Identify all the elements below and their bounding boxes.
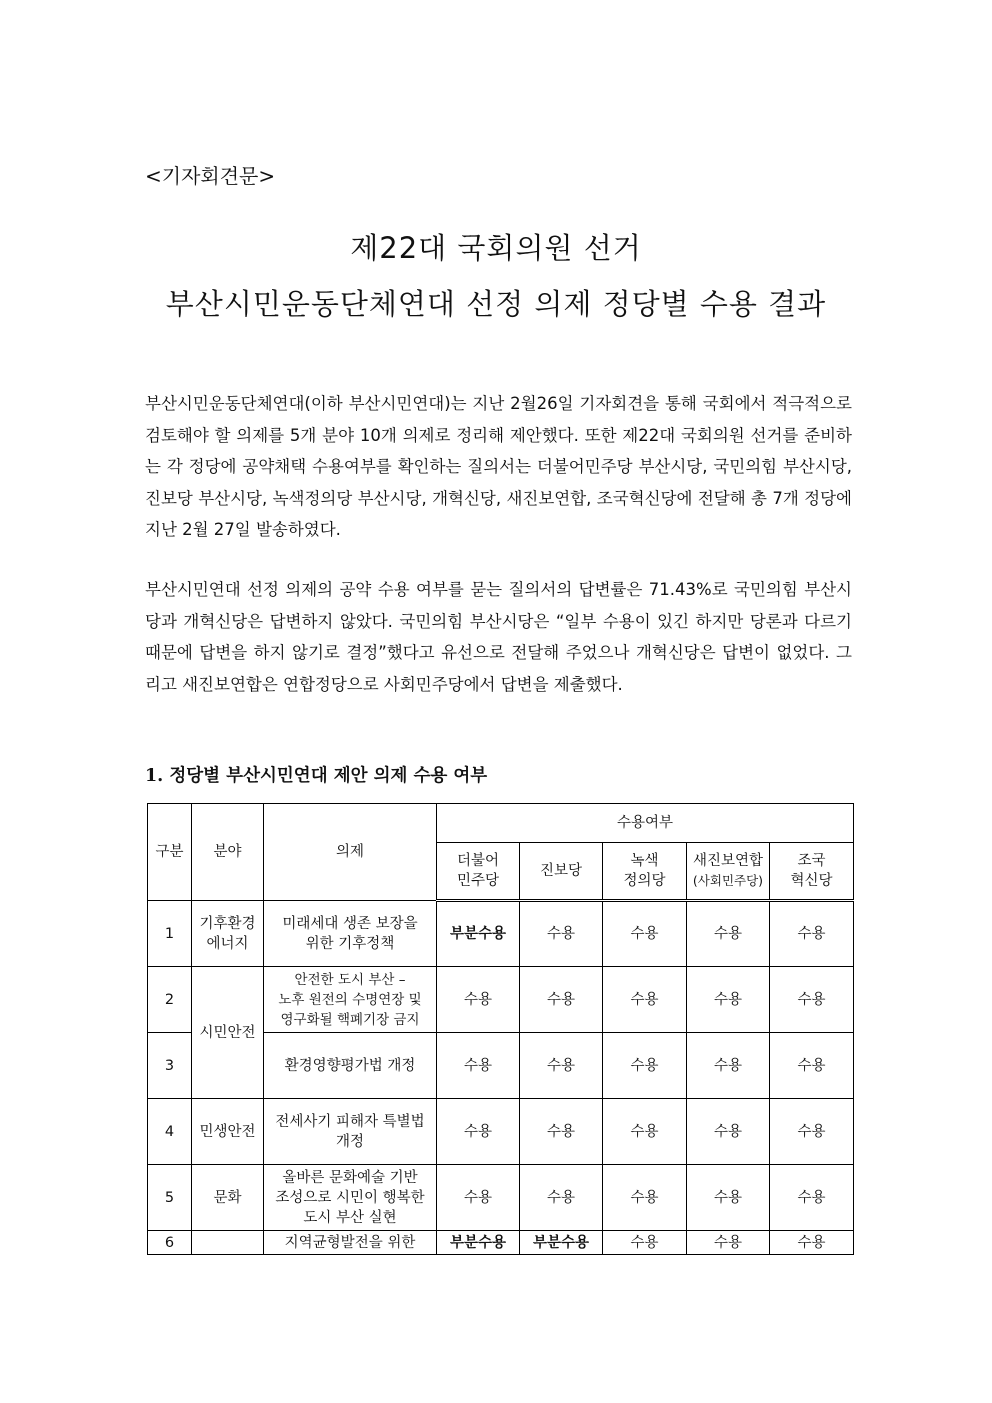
acceptance-table — [147, 803, 854, 1255]
table-row — [148, 1165, 854, 1231]
result-cell: 수용 — [437, 1099, 520, 1165]
result-cell: 부분수용 — [437, 901, 520, 967]
party-name-line2: 정의당 — [623, 873, 666, 889]
row-no: 2 — [148, 967, 192, 1033]
row-agenda: 환경영향평가법 개정 — [264, 1033, 437, 1099]
row-no: 1 — [148, 901, 192, 967]
row-agenda: 전세사기 피해자 특별법 개정 — [264, 1099, 437, 1165]
press-label: <기자회견문> — [145, 164, 276, 188]
row-agenda: 안전한 도시 부산 – 노후 원전의 수명연장 및 영구화될 핵폐기장 금지 — [264, 967, 437, 1033]
result-cell: 수용 — [770, 1231, 854, 1255]
row-field: 문화 — [192, 1165, 264, 1231]
result-cell: 수용 — [603, 901, 687, 967]
result-cell: 수용 — [687, 1165, 770, 1231]
party-header — [687, 843, 770, 901]
result-cell: 수용 — [770, 1033, 854, 1099]
document-title-line1: 제22대 국회의원 선거 — [350, 231, 642, 265]
result-cell: 수용 — [687, 1033, 770, 1099]
section-title: 1. 정당별 부산시민연대 제안 의제 수용 여부 — [145, 766, 488, 786]
result-cell: 부분수용 — [437, 1231, 520, 1255]
party-name: 진보당 — [539, 863, 583, 879]
result-cell: 수용 — [437, 1165, 520, 1231]
party-name-line2: 혁신당 — [790, 873, 833, 889]
result-cell: 수용 — [687, 967, 770, 1033]
result-cell: 수용 — [520, 1165, 603, 1231]
result-cell: 수용 — [603, 1165, 687, 1231]
row-field: 시민안전 — [192, 967, 264, 1099]
row-agenda: 미래세대 생존 보장을 위한 기후정책 — [264, 901, 437, 967]
row-field — [192, 1231, 264, 1255]
result-cell: 부분수용 — [520, 1231, 603, 1255]
result-cell: 수용 — [603, 1231, 687, 1255]
result-cell: 수용 — [520, 901, 603, 967]
party-name: 더불어 — [456, 853, 500, 869]
result-cell: 수용 — [770, 1099, 854, 1165]
result-cell: 수용 — [520, 1033, 603, 1099]
result-cell: 수용 — [770, 901, 854, 967]
table-row — [148, 967, 854, 1033]
result-cell: 수용 — [687, 1099, 770, 1165]
party-name: 녹색 — [630, 853, 659, 869]
paragraph-intro: 부산시민운동단체연대(이하 부산시민연대)는 지난 2월26일 기자회견을 통해 국회에서 적극적으로 검토해야 할 의제를 5개 분야 10개 의제로 정리해 제안했다. 또한 제22대 국회의원 선거를 준비하는 각 정당에 공약채택 수용여부를 확인하는 질의서는 더불어민주당 부산시당, 국민의힘 부산시당, 진보당 부산시당, 녹색정의당 부산시당, 개혁신당, 새진보연합, 조국혁신당에 전달해 총 7개 정당에 지난 2월 27일 발송하였다. — [145, 394, 852, 539]
paragraph-response-rate: 부산시민연대 선정 의제의 공약 수용 여부를 묻는 질의서의 답변률은 71.43%로 국민의힘 부산시당과 개혁신당은 답변하지 않았다. 국민의힘 부산시당은 “일부 수용이 있긴 하지만 당론과 다르기 때문에 답변을 하지 않기로 결정”했다고 유선으로 전달해 주었으나 개혁신당은 답변이 없었다. 그리고 새진보연합은 연합정당으로 사회민주당에서 답변을 제출했다. — [145, 580, 852, 694]
result-cell: 수용 — [770, 967, 854, 1033]
header-acceptance: 수용여부 — [437, 804, 854, 843]
result-cell: 수용 — [520, 967, 603, 1033]
result-cell: 수용 — [687, 901, 770, 967]
header-no: 구분 — [148, 804, 192, 901]
party-header — [770, 843, 854, 901]
result-cell: 수용 — [770, 1165, 854, 1231]
table-row — [148, 1231, 854, 1255]
table-row — [148, 1099, 854, 1165]
result-cell: 수용 — [603, 1099, 687, 1165]
result-cell: 수용 — [603, 1033, 687, 1099]
header-agenda: 의제 — [264, 804, 437, 901]
result-cell: 수용 — [437, 1033, 520, 1099]
result-cell: 수용 — [437, 967, 520, 1033]
result-cell: 수용 — [520, 1099, 603, 1165]
row-no: 5 — [148, 1165, 192, 1231]
row-no: 4 — [148, 1099, 192, 1165]
party-name: 새진보연합 — [692, 853, 764, 869]
document-title-line2: 부산시민운동단체연대 선정 의제 정당별 수용 결과 — [165, 287, 827, 321]
row-no: 3 — [148, 1033, 192, 1099]
row-agenda: 지역균형발전을 위한 — [264, 1231, 437, 1255]
party-header — [520, 843, 603, 901]
row-no: 6 — [148, 1231, 192, 1255]
result-cell: 수용 — [687, 1231, 770, 1255]
party-name-line2: 민주당 — [456, 873, 500, 889]
party-name-line2: (사회민주당) — [692, 873, 764, 888]
header-field: 분야 — [192, 804, 264, 901]
row-field: 민생안전 — [192, 1099, 264, 1165]
party-name: 조국 — [797, 853, 826, 869]
party-header — [603, 843, 687, 901]
table-row — [148, 901, 854, 967]
party-header — [437, 843, 520, 901]
row-field: 기후환경 에너지 — [192, 901, 264, 967]
result-cell: 수용 — [603, 967, 687, 1033]
row-agenda: 올바른 문화예술 기반 조성으로 시민이 행복한 도시 부산 실현 — [264, 1165, 437, 1231]
